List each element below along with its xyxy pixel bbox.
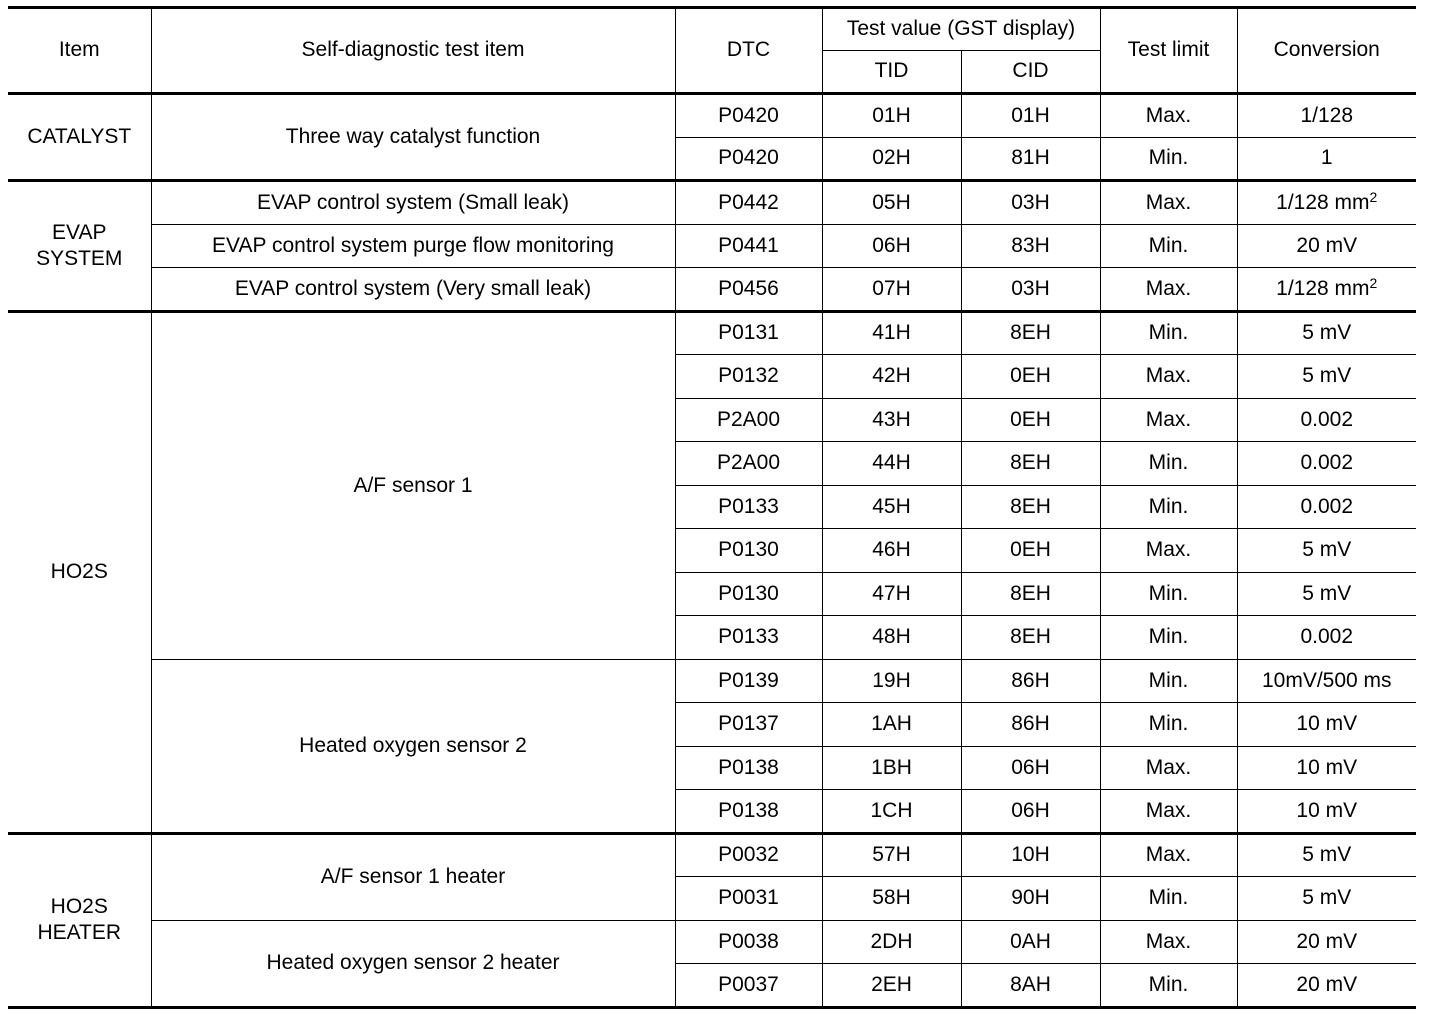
cid-cell: 90H [961,877,1100,921]
cid-cell: 03H [961,268,1100,312]
cid-cell: 0EH [961,355,1100,399]
conversion-value: 1/128 mm [1276,190,1370,214]
tid-cell: 58H [822,877,961,921]
diagnostic-table [8,6,1416,1009]
conversion-value: 10mV/500 ms [1261,668,1392,692]
tid-cell: 45H [822,485,961,529]
dtc-cell: P0032 [675,833,822,877]
conversion-value: 20 mV [1296,973,1358,997]
conversion-cell [1237,703,1416,747]
test-limit-cell: Min. [1100,485,1237,529]
conversion-cell [1237,964,1416,1008]
dtc-cell: P0139 [675,659,822,703]
conversion-value: 0.002 [1300,494,1354,518]
tid-cell: 1BH [822,746,961,790]
group-label-line: HO2S [50,560,108,584]
group-ho2s-heater [8,833,151,1007]
cid-cell: 0AH [961,920,1100,964]
group-label-line: SYSTEM [36,246,123,270]
dtc-cell: P0442 [675,181,822,225]
conversion-cell [1237,442,1416,486]
test-limit-cell: Max. [1100,94,1237,138]
group-label-line: EVAP [52,220,107,244]
test-limit-cell: Max. [1100,398,1237,442]
conversion-superscript: 2 [1369,274,1378,291]
header-item: Item [8,8,151,94]
test-item-three-way-catalyst: Three way catalyst function [151,94,675,181]
group-label-line: HEATER [37,921,122,945]
conversion-cell [1237,224,1416,268]
test-limit-cell: Max. [1100,268,1237,312]
cid-cell: 06H [961,790,1100,834]
cid-cell: 06H [961,746,1100,790]
conversion-cell [1237,355,1416,399]
tid-cell: 42H [822,355,961,399]
conversion-value: 1/128 mm [1276,276,1370,300]
header-cid: CID [961,51,1100,94]
group-label-line: CATALYST [27,124,132,148]
cid-cell: 8AH [961,964,1100,1008]
conversion-value: 5 mV [1302,321,1352,345]
test-limit-cell: Min. [1100,137,1237,181]
test-limit-cell: Min. [1100,877,1237,921]
conversion-value: 20 mV [1296,929,1358,953]
conversion-cell [1237,181,1416,225]
test-limit-cell: Min. [1100,964,1237,1008]
tid-cell: 48H [822,616,961,660]
table-row [8,833,1416,877]
cid-cell: 0EH [961,529,1100,573]
conversion-cell [1237,790,1416,834]
conversion-value: 0.002 [1300,407,1354,431]
test-item-heated-oxygen-sensor-2-heater: Heated oxygen sensor 2 heater [151,920,675,1007]
test-limit-cell: Min. [1100,616,1237,660]
dtc-cell: P0456 [675,268,822,312]
conversion-value: 0.002 [1300,625,1354,649]
dtc-cell: P0130 [675,572,822,616]
test-limit-cell: Min. [1100,572,1237,616]
test-limit-cell: Min. [1100,659,1237,703]
table-row [8,311,1416,355]
tid-cell: 02H [822,137,961,181]
conversion-cell [1237,616,1416,660]
tid-cell: 05H [822,181,961,225]
dtc-cell: P0133 [675,616,822,660]
tid-cell: 01H [822,94,961,138]
conversion-cell [1237,311,1416,355]
dtc-cell: P0138 [675,746,822,790]
test-limit-cell: Max. [1100,181,1237,225]
test-limit-cell: Max. [1100,746,1237,790]
dtc-cell: P0038 [675,920,822,964]
test-item-evap-small-leak: EVAP control system (Small leak) [151,181,675,225]
test-limit-cell: Max. [1100,529,1237,573]
tid-cell: 19H [822,659,961,703]
conversion-cell [1237,485,1416,529]
cid-cell: 0EH [961,398,1100,442]
header-tid: TID [822,51,961,94]
cid-cell: 8EH [961,572,1100,616]
header-conversion: Conversion [1237,8,1416,94]
table-row [8,94,1416,138]
tid-cell: 47H [822,572,961,616]
group-ho2s [8,311,151,833]
group-label-line: HO2S [50,895,108,919]
conversion-cell [1237,746,1416,790]
test-item-af-sensor-1-heater: A/F sensor 1 heater [151,833,675,920]
table-row [8,920,1416,964]
table-row [8,181,1416,225]
conversion-cell [1237,833,1416,877]
conversion-value: 1 [1320,146,1333,170]
tid-cell: 1CH [822,790,961,834]
tid-cell: 07H [822,268,961,312]
cid-cell: 86H [961,659,1100,703]
dtc-cell: P0131 [675,311,822,355]
table-row [8,268,1416,312]
conversion-value: 1/128 [1300,103,1354,127]
test-limit-cell: Min. [1100,442,1237,486]
conversion-cell [1237,268,1416,312]
conversion-cell [1237,398,1416,442]
test-limit-cell: Min. [1100,311,1237,355]
cid-cell: 8EH [961,616,1100,660]
test-limit-cell: Max. [1100,790,1237,834]
conversion-cell [1237,877,1416,921]
dtc-cell: P0031 [675,877,822,921]
test-item-heated-oxygen-sensor-2: Heated oxygen sensor 2 [151,659,675,833]
conversion-value: 0.002 [1300,451,1354,475]
dtc-cell: P0441 [675,224,822,268]
tid-cell: 46H [822,529,961,573]
tid-cell: 41H [822,311,961,355]
conversion-superscript: 2 [1369,188,1378,205]
cid-cell: 01H [961,94,1100,138]
tid-cell: 43H [822,398,961,442]
conversion-value: 10 mV [1296,712,1358,736]
test-limit-cell: Max. [1100,920,1237,964]
dtc-cell: P0132 [675,355,822,399]
header-self-diagnostic-test-item: Self-diagnostic test item [151,8,675,94]
test-item-evap-very-small-leak: EVAP control system (Very small leak) [151,268,675,312]
cid-cell: 83H [961,224,1100,268]
dtc-cell: P0137 [675,703,822,747]
cid-cell: 03H [961,181,1100,225]
conversion-value: 20 mV [1296,233,1358,257]
cid-cell: 8EH [961,485,1100,529]
group-catalyst [8,94,151,181]
tid-cell: 1AH [822,703,961,747]
conversion-value: 5 mV [1302,886,1352,910]
conversion-cell [1237,920,1416,964]
conversion-value: 5 mV [1302,843,1352,867]
cid-cell: 81H [961,137,1100,181]
dtc-cell: P0037 [675,964,822,1008]
conversion-value: 5 mV [1302,538,1352,562]
group-evap-system [8,181,151,312]
conversion-cell [1237,659,1416,703]
test-item-af-sensor-1: A/F sensor 1 [151,311,675,659]
cid-cell: 86H [961,703,1100,747]
dtc-cell: P2A00 [675,442,822,486]
header-test-limit: Test limit [1100,8,1237,94]
dtc-cell: P0138 [675,790,822,834]
test-limit-cell: Max. [1100,833,1237,877]
tid-cell: 2EH [822,964,961,1008]
table-row [8,659,1416,703]
tid-cell: 57H [822,833,961,877]
test-item-evap-purge-flow: EVAP control system purge flow monitoring [151,224,675,268]
dtc-cell: P0420 [675,137,822,181]
table-row [8,224,1416,268]
test-limit-cell: Min. [1100,224,1237,268]
tid-cell: 44H [822,442,961,486]
conversion-value: 10 mV [1296,755,1358,779]
conversion-cell [1237,572,1416,616]
tid-cell: 06H [822,224,961,268]
conversion-value: 5 mV [1302,364,1352,388]
cid-cell: 8EH [961,311,1100,355]
conversion-value: 10 mV [1296,798,1358,822]
dtc-cell: P0130 [675,529,822,573]
test-limit-cell: Max. [1100,355,1237,399]
header-dtc: DTC [675,8,822,94]
conversion-cell [1237,529,1416,573]
conversion-cell [1237,137,1416,181]
header-test-value: Test value (GST display) [822,8,1100,51]
cid-cell: 8EH [961,442,1100,486]
conversion-cell [1237,94,1416,138]
dtc-cell: P0420 [675,94,822,138]
dtc-cell: P2A00 [675,398,822,442]
conversion-value: 5 mV [1302,581,1352,605]
dtc-cell: P0133 [675,485,822,529]
tid-cell: 2DH [822,920,961,964]
test-limit-cell: Min. [1100,703,1237,747]
cid-cell: 10H [961,833,1100,877]
